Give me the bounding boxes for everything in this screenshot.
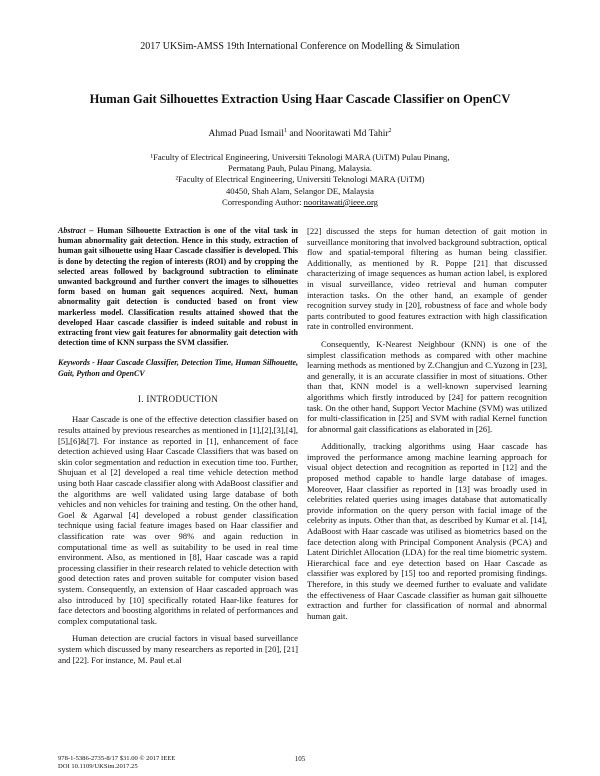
author-1: Ahmad Puad Ismail xyxy=(208,129,284,140)
paper-title: Human Gait Silhouettes Extraction Using Haar Cascade Classifier on OpenCV xyxy=(89,92,511,106)
affiliations xyxy=(100,152,500,208)
author-line xyxy=(0,128,600,139)
affiliation-line: ¹Faculty of Electrical Engineering, Universiti Teknologi MARA (UiTM) Pulau Pinang, xyxy=(150,152,450,162)
body-paragraph: Haar Cascade is one of the effective detection classifier based on results attained by previous researches as mentioned in [1],[2],[3],[4],[5],[6]&[7]. For instance as reported in [1], enhancement of face detection achieved using Haar Cascade Classifiers that was based on skin color segmentation and reduction in execution time too. Further, Shujuan et al [2] developed a real time vehicle detection method using both Haar cascade classifier along with AdaBoost classifier and the algorithms are well validated using large database of both vehicles and non vehicles for training and testing. On the other hand, Goel & Agarwal [4] developed a robust gender classification technique using facial feature images based on Haar classifier and classification rate was over 98% and again reduction in computational time as well as suitability to be used in real time environment. Also, as mentioned in [8], Haar cascade was a rapid processing classifier in their research related to vehicle detection with good detection rates and proven suitable for computer vision based system. Consequently, an extension of Haar cascaded approach was also introduced by [10] specifically rotated Haar-like features for face detectors and boosting algorithms in related of performances and complex computational task. xyxy=(58,414,298,626)
abstract xyxy=(58,226,298,348)
body-paragraph: [22] discussed the steps for human detection of gait motion in surveillance monitoring that involved background subtraction, optical flow and spatial-temporal filtering as human being classifier. Additionally, as mentioned by R. Poppe [21] that discussed characterizing of image sequences as human action label, is explored in visual surveillance, video retrieval and human computer interaction tasks. On the other hand, an example of gender recognition survey study in [20], robustness of face and whole body parts contributed to good features extraction with high classification rate in controlled environment. xyxy=(307,226,547,332)
author-1-superscript: 1 xyxy=(283,128,287,134)
keywords: Keywords - Haar Cascade Classifier, Detection Time, Human Silhouette, Gait, Python and OpenCV xyxy=(58,358,298,378)
affiliation-line: ²Faculty of Electrical Engineering, Universiti Teknologi MARA (UiTM) xyxy=(175,174,425,185)
footer-doi: DOI 10.1109/UKSim.2017.25 xyxy=(58,763,138,770)
corresponding-author xyxy=(100,197,500,208)
conference-header: 2017 UKSim-AMSS 19th International Conference on Modelling & Simulation xyxy=(140,41,460,52)
affiliation-line: Permatang Pauh, Pulau Pinang, Malaysia. xyxy=(228,163,372,174)
section-heading: I. INTRODUCTION xyxy=(138,393,218,404)
body-paragraph: Human detection are crucial factors in visual based surveillance system which discussed by many researchers as reported in [20], [21] and [22]. For instance, M. Paul et.al xyxy=(58,633,298,665)
corresponding-label: Corresponding Author: xyxy=(222,196,304,207)
author-2-superscript: 2 xyxy=(388,128,392,134)
affiliation-line: 40450, Shah Alam, Selangor DE, Malaysia xyxy=(226,185,374,196)
left-column xyxy=(58,226,298,672)
corresponding-email-link[interactable]: nooritawati@ieee.org xyxy=(303,196,378,207)
footer-isbn: 978-1-5386-2735-8/17 $31.00 © 2017 IEEE xyxy=(58,755,176,762)
author-2: Nooritawati Md Tahir xyxy=(305,129,389,140)
body-paragraph: Consequently, K-Nearest Neighbour (KNN) is one of the simplest classification methods as compared with other machine learning methods as mentioned by Z.Changjun and C.Yuzong in [23], and generally, it is an accurate classifier in most of situations. Other than that, KNN model is a well-known supervised learning algorithms which firstly introduced by [24] for pattern recognition task. On the other hand, Support Vector Machine (SVM) was utilized for multi-classification in [25] and SVM with radial Kernel function for abnormal gait classifications as elaborated in [26]. xyxy=(307,338,547,434)
body-paragraph: Additionally, tracking algorithms using Haar cascade has improved the performance among machine learning approach for visual object detection and recognition as reported in [12] and the proposed method capable to handle large database of images. Moreover, Haar classifier as reported in [13] was broadly used in celebrities related queries using images database that automatically provide information on the query person with facial image of the celebrity as inputs. Other than that, as described by Kumar et al. [14], AdaBoost with Haar cascade was utilised as biometrics based on the face detection along with Principal Component Analysis (PCA) and Latent Dirichlet Allocation (LDA) for the real time biometric system. Hierarchical face and eye detection based on Haar Cascade as classifier was explored by [15] too and reported promising findings. Therefore, in this study we deemed further to evaluate and validate the effectiveness of Haar Cascade classifier as human gait silhouette extraction and further for classification of normal and abnormal human gait. xyxy=(307,441,547,621)
page-number: 105 xyxy=(294,755,306,763)
abstract-lead: Abstract xyxy=(58,226,86,235)
author-conjunction: and xyxy=(286,129,306,140)
right-column xyxy=(307,226,547,628)
abstract-text: – Human Silhouette Extraction is one of the vital task in human abnormality gait detection. Hence in this study, extraction of human gait silhouette using Haar Cascade classifier is developed. This is done by detecting the region of interests (ROI) and by cropping the selected areas followed by background subtraction to eliminate unwanted background and further convert the images to silhouettes form based on human gait sequences acquired. Next, human abnormality gait detection is conducted based on front view markerless model. Classification results attained showed that the developed Haar cascade classifier is indeed suitable and robust in extracting front view gait features for abnormality gait detection with detection time of KNN surpass the SVM classifier. xyxy=(58,226,298,348)
